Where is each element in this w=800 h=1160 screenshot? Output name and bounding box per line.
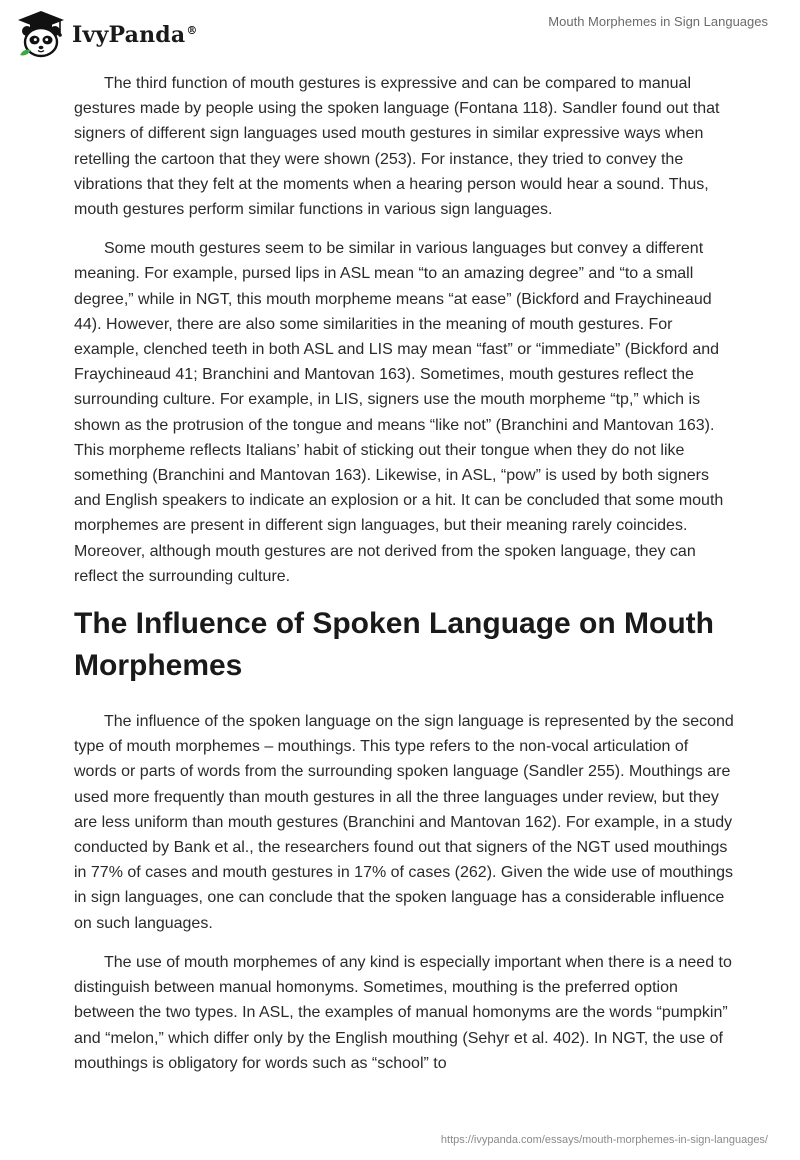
brand-name: IvyPanda® — [72, 22, 198, 48]
source-url[interactable]: https://ivypanda.com/essays/mouth-morphemes-in-sign-languages/ — [440, 1134, 768, 1146]
brand-logo[interactable] — [14, 8, 198, 62]
paragraph: The use of mouth morphemes of any kind is especially important when there is a need to distinguish between manual homonyms. Sometimes, mouthing is the preferred option between the two types. In ASL, the examples of manual homonyms are the words “pumpkin” and “melon,” which differ only by the English mouthing (Sehyr et al. 402). In NGT, the use of mouthings is obligatory for words such as “school” to — [74, 953, 732, 1072]
paragraph: Some mouth gestures seem to be similar in various languages but convey a different meaning. For example, pursed lips in ASL mean “to an amazing degree” and “to a small degree,” while in NGT, this mouth morpheme means “at ease” (Bickford and Fraychineaud 44). However, there are also some similarities in the meaning of mouth gestures. For example, clenched teeth in both ASL and LIS may mean “fast” or “immediate” (Bickford and Fraychineaud 41; Branchini and Mantovan 163). Sometimes, mouth gestures reflect the surrounding culture. For example, in LIS, signers use the mouth morpheme “tp,” which is shown as the protrusion of the tongue and means “like not” (Branchini and Mantovan 163). This morpheme reflects Italians’ habit of sticking out their tongue when they do not like something (Branchini and Mantovan 163). Likewise, in ASL, “pow” is used by both signers and English speakers to indicate an explosion or a hit. It can be concluded that some mouth morphemes are present in different sign languages, but their meaning rarely coincides. Moreover, although mouth gestures are not derived from the spoken language, they can reflect the surrounding culture. — [74, 240, 724, 585]
panda-graduate-icon — [14, 8, 68, 62]
registered-mark: ® — [186, 23, 198, 37]
page-header — [0, 0, 800, 70]
section-heading: The Influence of Spoken Language on Mouth Morphemes — [74, 607, 714, 683]
essay-body — [74, 71, 734, 1090]
document-title: Mouth Morphemes in Sign Languages — [548, 14, 768, 29]
paragraph: The influence of the spoken language on the sign language is represented by the second type of mouth morphemes – mouthings. This type refers to the non-vocal articulation of words or parts of words from the surrounding spoken language (Sandler 255). Mouthings are used more frequently than mouth gestures in all the three languages under review, but they are less uniform than mouth gestures (Branchini and Mantovan 162). For example, in a study conducted by Bank et al., the researchers found out that signers of the NGT used mouthings in 77% of cases and mouth gestures in 17% of cases (262). Given the wide use of mouthings in sign languages, one can conclude that the spoken language has a considerable influence on such languages. — [74, 713, 734, 932]
paragraph: The third function of mouth gestures is expressive and can be compared to manual gestures made by people using the spoken language (Fontana 118). Sandler found out that signers of different sign languages used mouth gestures in similar expressive ways when retelling the cartoon that they were shown (253). For instance, they tried to convey the vibrations that they felt at the moments when a hearing person would hear a sound. Thus, mouth gestures perform similar functions in various sign languages. — [74, 75, 720, 219]
